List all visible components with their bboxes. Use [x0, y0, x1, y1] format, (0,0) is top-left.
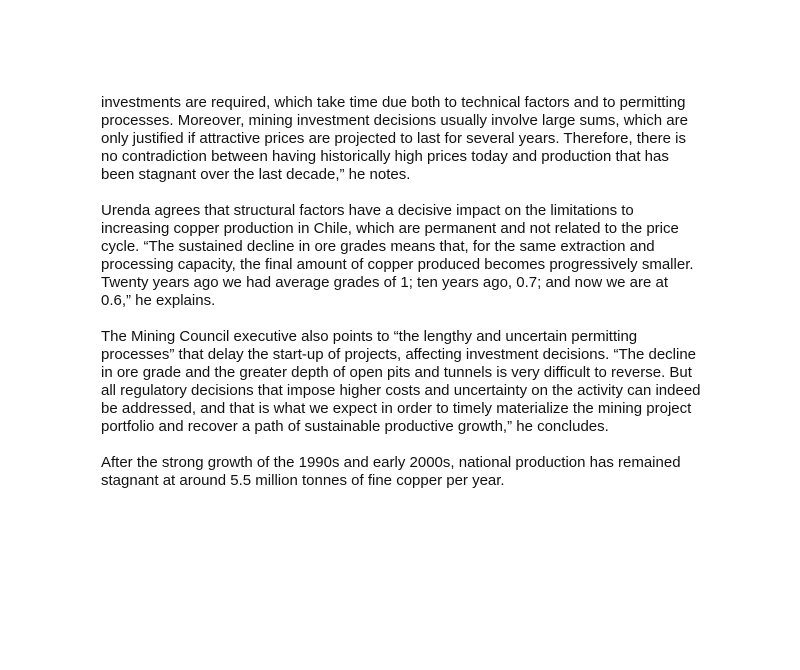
paragraph: The Mining Council executive also points to “the lengthy and uncertain permitting processes” that delay the start-up of projects, affecting investment decisions. “The decline in ore grade and the greater depth of open pits and tunnels is very difficult to reverse. But all regulatory decisions that impose higher costs and uncertainty on the activity can indeed be addressed, and that is what we expect in order to timely materialize the mining project portfolio and recover a path of sustainable productive growth,” he concludes.: [101, 328, 701, 435]
document-body: [101, 94, 701, 508]
paragraph: investments are required, which take time due both to technical factors and to permitting processes. Moreover, mining investment decisions usually involve large sums, which are only justified if attractive prices are projected to last for several years. Therefore, there is no contradiction between having historically high prices today and production that has been stagnant over the last decade,” he notes.: [101, 94, 688, 183]
paragraph: Urenda agrees that structural factors have a decisive impact on the limitations to increasing copper production in Chile, which are permanent and not related to the price cycle. “The sustained decline in ore grades means that, for the same extraction and processing capacity, the final amount of copper produced becomes progressively smaller. Twenty years ago we had average grades of 1; ten years ago, 0.7; and now we are at 0.6,” he explains.: [101, 202, 694, 309]
paragraph: After the strong growth of the 1990s and early 2000s, national production has remained stagnant at around 5.5 million tonnes of fine copper per year.: [101, 454, 681, 489]
